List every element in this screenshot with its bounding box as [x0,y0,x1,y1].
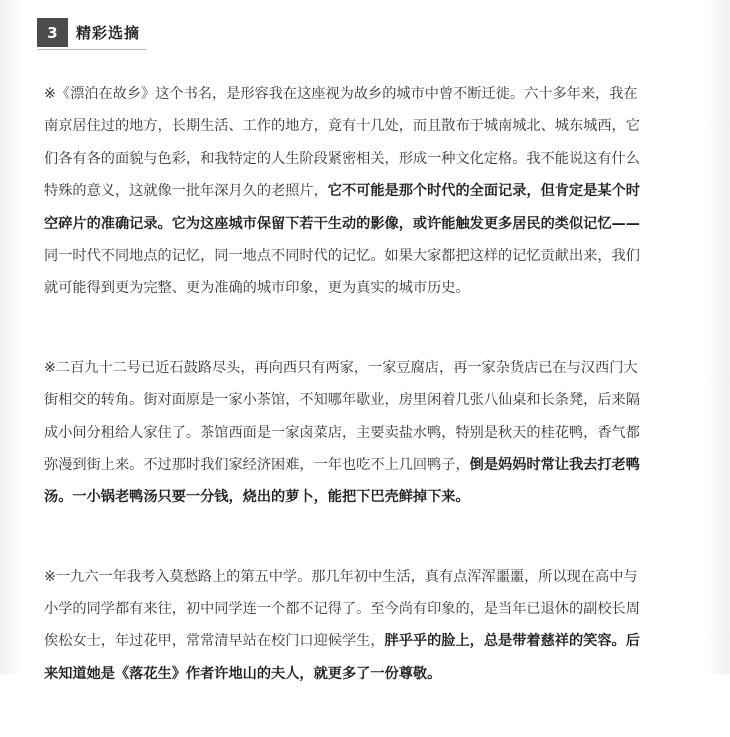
bold-text-segment: 来知道她是《落花生》作者许地山的夫人，就更多了一份尊敬。 [44,665,442,682]
text-line [44,240,686,272]
paragraph-1 [44,78,686,305]
text-line [44,449,686,481]
text-line [44,208,686,240]
text-line [44,175,686,207]
article-body [44,78,686,737]
section-header [37,18,140,47]
text-line [44,658,686,690]
bold-text-segment: 它不可能是那个时代的全面记录，但肯定是某个时 [327,183,640,200]
bold-text-segment: 空碎片的准确记录。它为这座城市保留下若干生动的影像，或许能触发更多居民的类似记忆—— [44,215,640,232]
text-segment: 特殊的意义，这就像一批年深月久的老照片， [44,183,328,200]
text-segment: ※二百九十二号已近石鼓路尽头，再向西只有两家，一家豆腐店，再一家杂货店已在与汉西门大 [44,359,638,376]
text-line [44,625,686,657]
text-line [44,417,686,449]
header-underline [37,49,147,50]
text-segment: 同一时代不同地点的记忆，同一地点不同时代的记忆。如果大家都把这样的记忆贡献出来，我们 [44,247,640,264]
right-edge-shade [706,0,730,674]
text-segment: ※《漂泊在故乡》这个书名，是形容我在这座视为故乡的城市中曾不断迁徙。六十多年来，我在 [44,86,638,102]
section-title: 精彩选摘 [76,24,141,42]
text-segment: 南京居住过的地方，长期生活、工作的地方，竟有十几处，而且散布于城南城北、城东城西，它 [44,118,640,135]
text-segment: 就可能得到更为完整、更为准确的城市印象，更为真实的城市历史。 [44,280,470,297]
text-segment: 弥漫到街上来。不过那时我们家经济困难，一年也吃不上几回鸭子， [44,456,470,473]
bold-text-segment: 汤。一小锅老鸭汤只要一分钱，烧出的萝卜，能把下巴壳鲜掉下来。 [44,489,470,506]
paragraph-3 [44,561,686,691]
text-line [44,384,686,416]
text-segment: 们各有各的面貌与色彩，和我特定的人生阶段紧密相关，形成一种文化定格。我不能说这有什么 [44,150,640,167]
text-line [44,593,686,625]
text-line [44,561,686,593]
bold-text-segment: 胖乎乎的脸上，总是带着慈祥的笑容。后 [384,633,640,650]
bold-text-segment: 倒是妈妈时常让我去打老鸭 [469,456,640,473]
text-line [44,352,686,384]
text-line [44,143,686,175]
text-line [44,110,686,142]
text-segment: 成小间分租给人家住了。茶馆西面是一家卤菜店，主要卖盐水鸭，特别是秋天的桂花鸭，香气都 [44,424,640,441]
section-number-badge: 3 [37,18,68,47]
text-line [44,481,686,513]
text-segment: 俟松女士，年过花甲，常常清早站在校门口迎候学生， [44,633,385,650]
text-segment: 街相交的转角。街对面原是一家小茶馆，不知哪年歇业，房里闲着几张八仙桌和长条凳，后来隔 [44,392,640,409]
text-segment: ※一九六一年我考入莫愁路上的第五中学。那几年初中生活，真有点浑浑噩噩，所以现在高中与 [44,568,638,585]
left-edge-shade [0,0,22,674]
text-line [44,272,686,304]
text-line [44,78,686,110]
paragraph-2 [44,352,686,514]
text-segment: 小学的同学都有来往，初中同学连一个都不记得了。至今尚有印象的，是当年已退休的副校长周 [44,601,640,618]
